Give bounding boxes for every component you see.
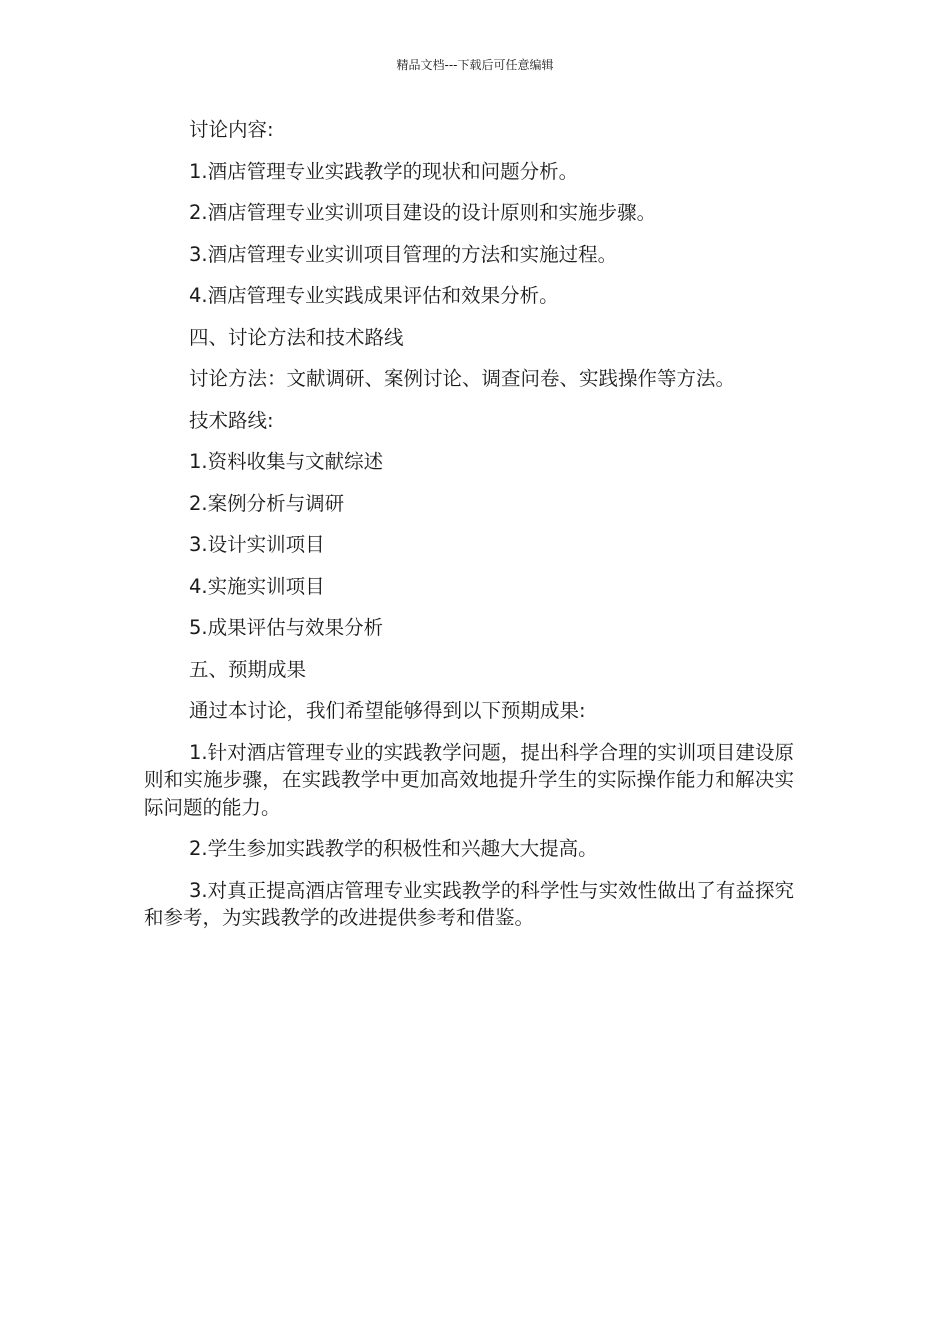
list-item: 4.酒店管理专业实践成果评估和效果分析。 (189, 284, 559, 307)
list-item: 3.酒店管理专业实训项目管理的方法和实施过程。 (189, 242, 618, 266)
paragraph: 2.学生参加实践教学的积极性和兴趣大大提高。 (189, 837, 598, 860)
page-header: 精品文档---下载后可任意编辑 (396, 58, 554, 72)
list-item: 4.实施实训项目 (189, 574, 325, 598)
text-line: 通过本讨论，我们希望能够得到以下预期成果: (189, 699, 586, 722)
section-heading: 五、预期成果 (189, 657, 307, 681)
list-item: 2.案例分析与调研 (189, 491, 345, 515)
text-line: 讨论内容: (189, 118, 274, 141)
list-item: 2.酒店管理专业实训项目建设的设计原则和实施步骤。 (189, 201, 657, 224)
list-item: 1.资料收集与文献综述 (189, 450, 384, 473)
list-item: 3.设计实训项目 (189, 533, 325, 556)
document-body (144, 116, 794, 946)
text-line: 技术路线: (189, 408, 274, 432)
list-item: 5.成果评估与效果分析 (189, 616, 384, 639)
paragraph: 3.对真正提高酒店管理专业实践教学的科学性与实效性做出了有益探究和参考，为实践教学的改进提供参考和借鉴。 (144, 878, 794, 929)
paragraph: 1.针对酒店管理专业的实践教学问题，提出科学合理的实训项目建设原则和实施步骤，在实践教学中更加高效地提升学生的实际操作能力和解决实际问题的能力。 (144, 740, 794, 819)
section-heading: 四、讨论方法和技术路线 (189, 325, 404, 349)
text-line: 讨论方法：文献调研、案例讨论、调查问卷、实践操作等方法。 (189, 367, 736, 390)
list-item: 1.酒店管理专业实践教学的现状和问题分析。 (189, 159, 579, 183)
